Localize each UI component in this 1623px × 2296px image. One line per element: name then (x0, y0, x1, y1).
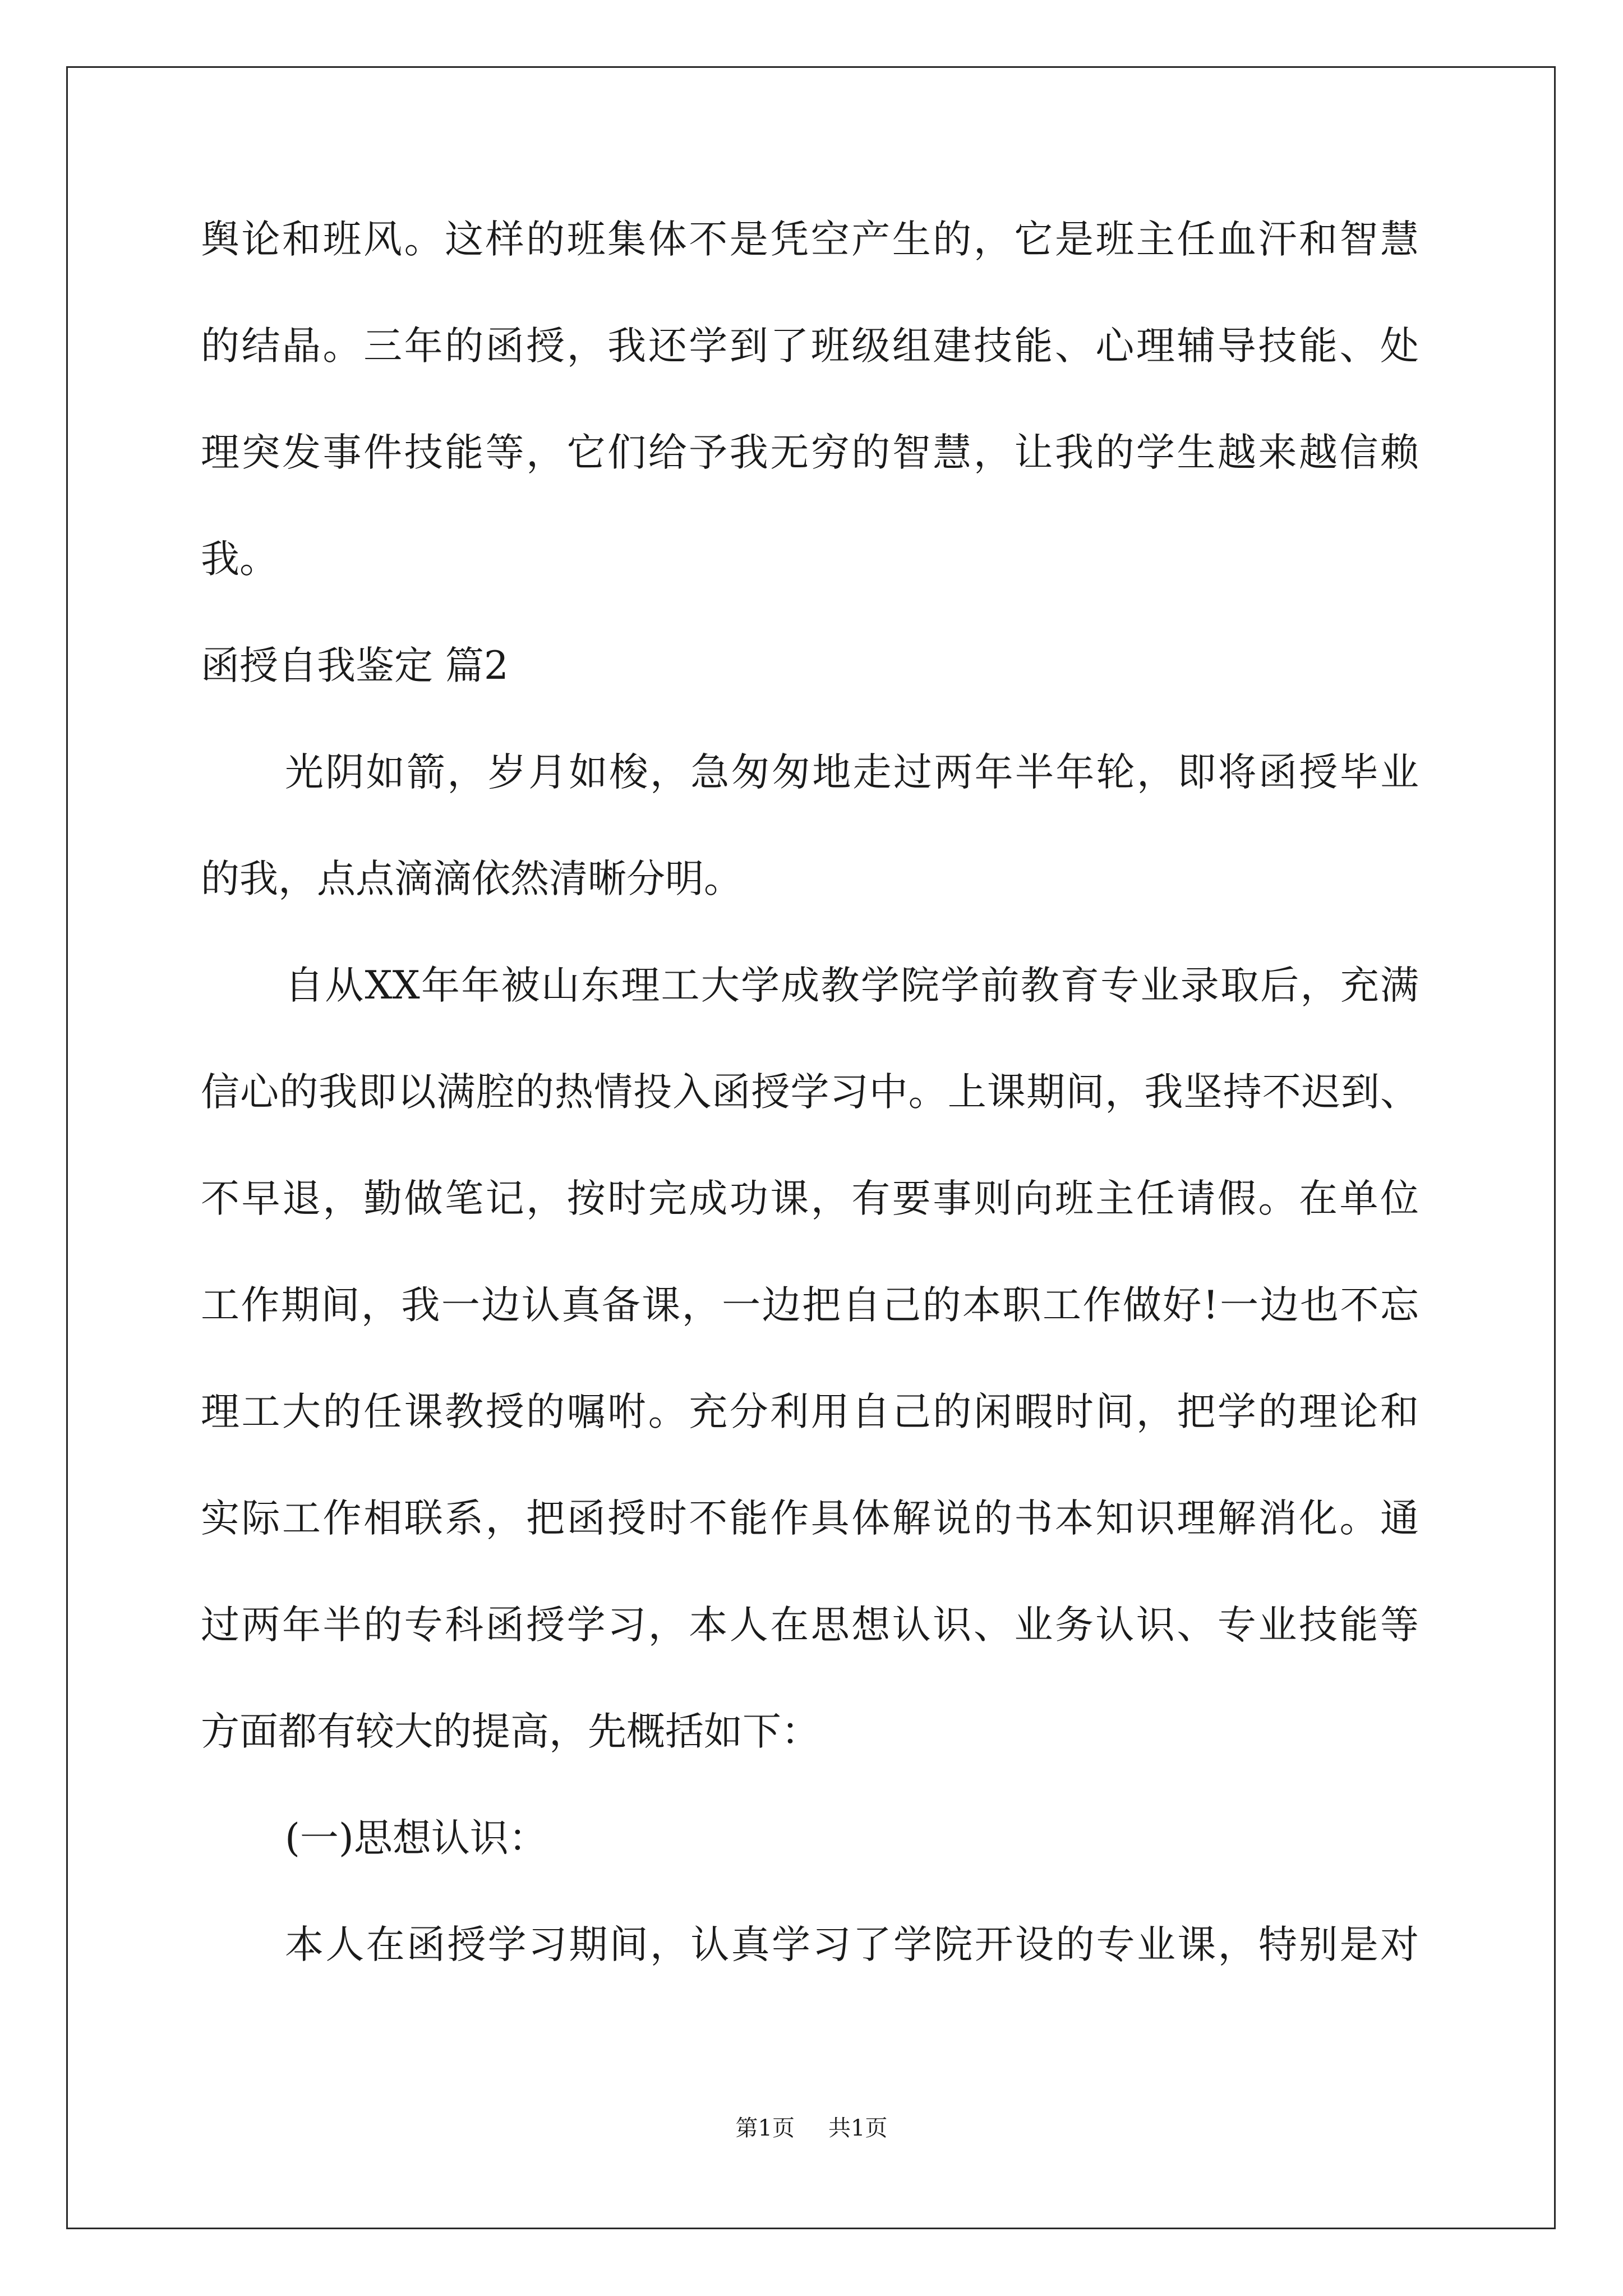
paragraph-line: 理突发事件技能等，它们给予我无穷的智慧，让我的学生越来越信赖 (201, 430, 1419, 475)
paragraph-line: 的结晶。三年的函授，我还学到了班级组建技能、心理辅导技能、处 (201, 324, 1419, 369)
paragraph-line: 实际工作相联系，把函授时不能作具体解说的书本知识理解消化。通 (201, 1496, 1419, 1541)
paragraph-line: 方面都有较大的提高，先概括如下： (201, 1709, 820, 1754)
paragraph-line: 舆论和班风。这样的班集体不是凭空产生的，它是班主任血汗和智慧 (201, 217, 1419, 262)
page-border (66, 66, 1556, 2229)
paragraph-line: 本人在函授学习期间，认真学习了学院开设的专业课，特别是对 (285, 1922, 1419, 1967)
page-number: 第1页 (735, 2115, 795, 2141)
paragraph-line: 不早退，勤做笔记，按时完成功课，有要事则向班主任请假。在单位 (201, 1176, 1419, 1221)
paragraph-line: 自从XX年年被山东理工大学成教学院学前教育专业录取后，充满 (285, 963, 1419, 1008)
paragraph-line: 我。 (201, 537, 278, 582)
subsection-heading: (一)思想认识： (285, 1816, 547, 1861)
page-footer (0, 2111, 1623, 2145)
section-heading: 函授自我鉴定 篇2 (201, 643, 509, 688)
paragraph-line: 理工大的任课教授的嘱咐。充分利用自己的闲暇时间，把学的理论和 (201, 1389, 1419, 1434)
paragraph-line: 过两年半的专科函授学习，本人在思想认识、业务认识、专业技能等 (201, 1603, 1419, 1648)
page-total: 共1页 (828, 2115, 888, 2141)
paragraph-line: 工作期间，我一边认真备课，一边把自己的本职工作做好!一边也不忘 (201, 1283, 1419, 1328)
paragraph-line: 信心的我即以满腔的热情投入函授学习中。上课期间，我坚持不迟到、 (201, 1070, 1419, 1115)
paragraph-line: 光阴如箭，岁月如梭，急匆匆地走过两年半年轮，即将函授毕业 (285, 750, 1419, 795)
paragraph-line: 的我，点点滴滴依然清晰分明。 (201, 857, 743, 901)
